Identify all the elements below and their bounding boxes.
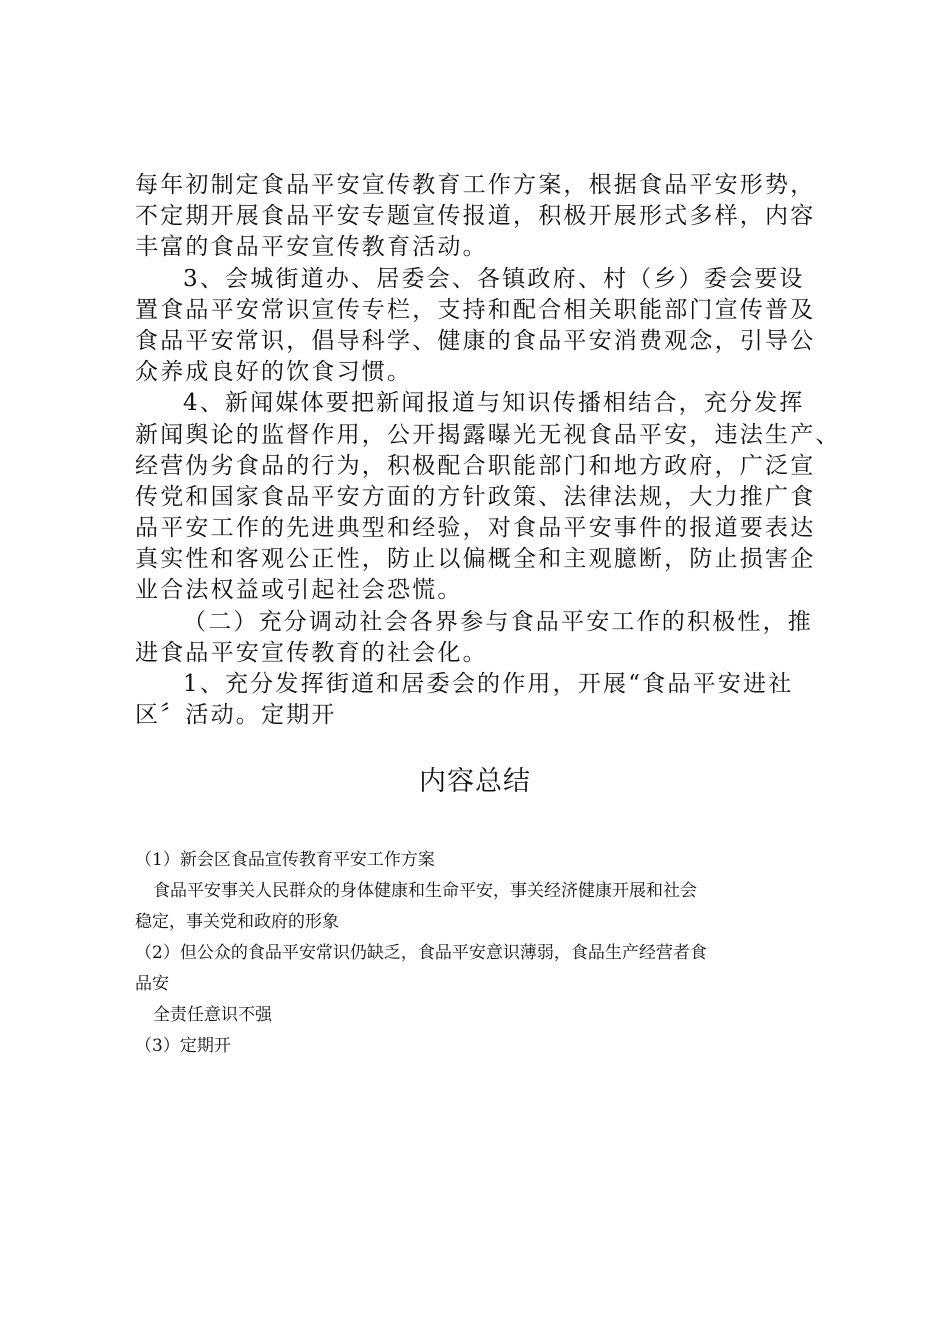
- summary-line: （2）但公众的食品平安常识仍缺乏，食品平安意识薄弱，食品生产经营者食: [135, 943, 707, 963]
- body-line: 众养成良好的饮食习惯。: [135, 359, 413, 386]
- body-line: 1、充分发挥街道和居委会的作用，开展“食品平安进社: [183, 671, 794, 697]
- summary-line: 稳定，事关党和政府的形象: [135, 912, 339, 932]
- body-line: 进食品平安宣传教育的社会化。: [135, 639, 488, 666]
- body-line: 食品平安常识，倡导科学、健康的食品平安消费观念，引导公: [135, 327, 816, 354]
- body-line: 经营伪劣食品的行为，积极配合职能部门和地方政府，广泛宣: [135, 452, 816, 479]
- body-line: 3、会城街道办、居委会、各镇政府、村（乡）委会要设: [183, 265, 805, 292]
- summary-line: 品安: [135, 974, 169, 994]
- summary-line: 全责任意识不强: [153, 1005, 272, 1025]
- summary-line: 食品平安事关人民群众的身体健康和生命平安，事关经济健康开展和社会: [153, 881, 697, 901]
- body-line: 新闻舆论的监督作用，公开揭露曝光无视食品平安，违法生产、: [135, 421, 841, 448]
- body-line: 品平安工作的先进典型和经验，对食品平安事件的报道要表达: [135, 515, 816, 542]
- body-line: 每年初制定食品平安宣传教育工作方案，根据食品平安形势，: [135, 172, 816, 198]
- body-line: 真实性和客观公正性，防止以偏概全和主观臆断，防止损害企: [135, 546, 816, 573]
- summary-line: （3）定期开: [135, 1036, 231, 1056]
- summary-title: 内容总结: [419, 766, 531, 797]
- body-line: 业合法权益或引起社会恐慌。: [135, 577, 463, 604]
- body-line: 4、新闻媒体要把新闻报道与知识传播相结合，充分发挥: [183, 390, 805, 417]
- summary-section: [135, 845, 835, 1062]
- body-line: 置食品平安常识宣传专栏，支持和配合相关职能部门宣传普及: [135, 296, 816, 323]
- body-line: 区〞活动。定期开: [135, 702, 337, 729]
- body-line: 传党和国家食品平安方面的方针政策、法律法规，大力推广食: [135, 483, 816, 510]
- summary-line: （1）新会区食品宣传教育平安工作方案: [135, 850, 435, 870]
- body-line: 丰富的食品平安宣传教育活动。: [135, 234, 488, 261]
- body-line: （二）充分调动社会各界参与食品平安工作的积极性，推: [183, 608, 813, 635]
- body-line: 不定期开展食品平安专题宣传报道，积极开展形式多样，内容: [135, 203, 816, 230]
- body-text: [135, 170, 841, 731]
